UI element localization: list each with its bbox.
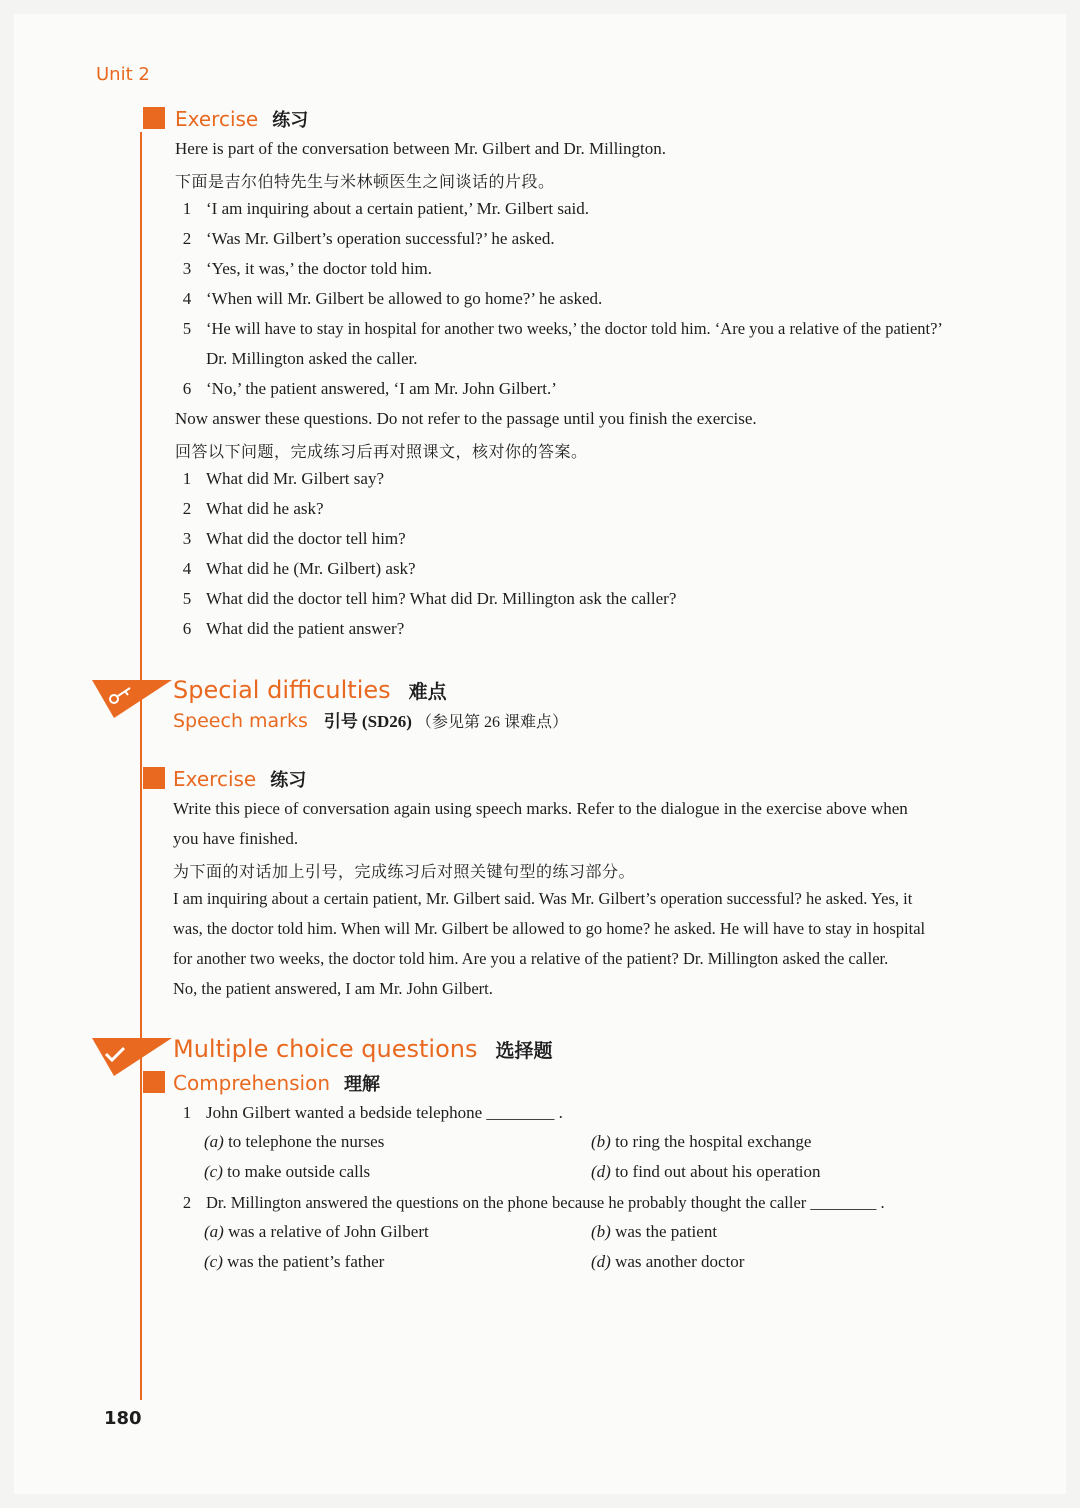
mcq-question: 2 Dr. Millington answered the questions on the phone because he probably thought the caller ________ . <box>182 1193 885 1212</box>
special-title: Special difficulties <box>173 676 391 704</box>
dialogue-line: 4 ‘When will Mr. Gilbert be allowed to go home?’ he asked. <box>182 289 603 308</box>
page-number: 180 <box>104 1408 142 1429</box>
exercise-title-zh: 练习 <box>270 770 307 791</box>
questions-instruction-zh: 回答以下问题，完成练习后再对照课文，核对你的答案。 <box>175 444 588 461</box>
speech-marks-title: Speech marks <box>173 710 308 732</box>
speech-marks-note: （参见第 26 课难点） <box>415 714 568 731</box>
exercise2-instruction-zh: 为下面的对话加上引号，完成练习后对照关键句型的练习部分。 <box>173 864 636 881</box>
mcq-option[interactable]: (d) was another doctor <box>591 1252 745 1271</box>
mcq-option[interactable]: (d) to find out about his operation <box>591 1162 821 1181</box>
passage-line: for another two weeks, the doctor told him. Are you a relative of the patient? Dr. Millington asked the caller. <box>173 949 889 968</box>
mcq-option[interactable]: (c) to make outside calls <box>204 1162 371 1181</box>
question-item: 5 What did the doctor tell him? What did Dr. Millington ask the caller? <box>182 589 677 608</box>
dialogue-line-continued: Dr. Millington asked the caller. <box>206 349 418 368</box>
exercise-title: Exercise <box>175 107 259 131</box>
exercise-title-zh: 练习 <box>272 110 309 131</box>
question-item: 1 What did Mr. Gilbert say? <box>182 469 384 488</box>
dialogue-line: 6 ‘No,’ the patient answered, ‘I am Mr. John Gilbert.’ <box>182 379 557 398</box>
questions-instruction: Now answer these questions. Do not refer to the passage until you finish the exercise. <box>175 409 757 428</box>
key-icon <box>92 678 174 718</box>
mcq-question: 1 John Gilbert wanted a bedside telephone ________ . <box>182 1103 563 1122</box>
dialogue-line: 2 ‘Was Mr. Gilbert’s operation successful?’ he asked. <box>182 229 555 248</box>
dialogue-line: 3 ‘Yes, it was,’ the doctor told him. <box>182 259 433 278</box>
question-item: 2 What did he ask? <box>182 499 324 518</box>
exercise-title: Exercise <box>173 767 257 791</box>
speech-marks-ref: (SD26) <box>361 712 412 731</box>
question-item: 3 What did the doctor tell him? <box>182 529 406 548</box>
exercise2-instruction: Write this piece of conversation again using speech marks. Refer to the dialogue in the exercise above when <box>173 799 908 818</box>
section-marker <box>143 107 165 129</box>
special-title-zh: 难点 <box>408 681 447 703</box>
mcq-title-zh: 选择题 <box>495 1040 553 1062</box>
exercise2-instruction-cont: you have finished. <box>173 829 299 848</box>
question-item: 6 What did the patient answer? <box>182 619 405 638</box>
dialogue-line: 1 ‘I am inquiring about a certain patient,’ Mr. Gilbert said. <box>182 199 590 218</box>
mcq-heading <box>173 1035 553 1063</box>
mcq-title: Multiple choice questions <box>173 1035 478 1063</box>
dialogue-line: 5 ‘He will have to stay in hospital for another two weeks,’ the doctor told him. ‘Are you a relative of the patient?’ <box>182 319 943 338</box>
section-marker <box>143 1071 165 1093</box>
margin-rule <box>140 132 142 1400</box>
special-heading <box>173 676 447 704</box>
exercise-heading <box>175 106 308 132</box>
mcq-option[interactable]: (c) was the patient’s father <box>204 1252 385 1271</box>
checkmark-icon <box>92 1036 174 1076</box>
unit-label: Unit 2 <box>96 64 150 85</box>
section-marker <box>143 767 165 789</box>
comprehension-heading <box>173 1070 380 1096</box>
speech-marks-subheading <box>173 707 568 732</box>
comprehension-title: Comprehension <box>173 1071 331 1095</box>
mcq-option[interactable]: (a) to telephone the nurses <box>204 1132 385 1151</box>
exercise-intro: Here is part of the conversation between Mr. Gilbert and Dr. Millington. <box>175 139 666 158</box>
passage-line: No, the patient answered, I am Mr. John Gilbert. <box>173 979 493 998</box>
comprehension-title-zh: 理解 <box>344 1074 381 1095</box>
exercise-intro-zh: 下面是吉尔伯特先生与米林顿医生之间谈话的片段。 <box>175 174 555 191</box>
passage-line: I am inquiring about a certain patient, Mr. Gilbert said. Was Mr. Gilbert’s operation successful? he asked. Yes, it <box>173 889 913 908</box>
exercise-heading <box>173 766 306 792</box>
mcq-option[interactable]: (a) was a relative of John Gilbert <box>204 1222 429 1241</box>
mcq-option[interactable]: (b) was the patient <box>591 1222 718 1241</box>
mcq-option[interactable]: (b) to ring the hospital exchange <box>591 1132 812 1151</box>
question-item: 4 What did he (Mr. Gilbert) ask? <box>182 559 416 578</box>
passage-line: was, the doctor told him. When will Mr. Gilbert be allowed to go home? he asked. He will have to stay in hospital <box>173 919 926 938</box>
speech-marks-title-zh: 引号 <box>323 712 358 732</box>
